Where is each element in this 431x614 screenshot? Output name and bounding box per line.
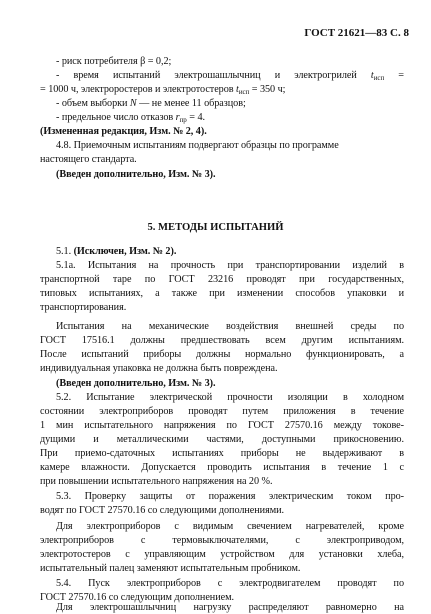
text-line-l9: (Введен дополнительно, Изм. № 3). bbox=[56, 169, 216, 180]
text-line-l28: водят по ГОСТ 27570.16 со следующими дополнениями. bbox=[40, 505, 284, 516]
text-line-l19: (Введен дополнительно, Изм. № 3). bbox=[56, 378, 216, 389]
text-line-l14: транспортирования. bbox=[40, 302, 127, 313]
text-line-l1: - риск потребителя β = 0,2; bbox=[56, 56, 172, 67]
page-header: ГОСТ 21621—83 С. 8 bbox=[304, 27, 409, 39]
text-line-l7: 4.8. Приемочным испытаниям подвергают образцы по программе bbox=[56, 140, 339, 151]
text-line-l33: 5.4. Пуск электроприборов с электродвигателем проводят по bbox=[56, 578, 404, 589]
text-line-l35: Для электрошашлычниц нагрузку распределяют равномерно на bbox=[56, 602, 404, 613]
text-line-l16: ГОСТ 17516.1 должны предшествовать всем другим испытаниям. bbox=[40, 335, 404, 346]
section-title: 5. МЕТОДЫ ИСПЫТАНИЙ bbox=[147, 222, 284, 233]
text-line-l18: индивидуальная упаковка не должна быть повреждена. bbox=[40, 363, 278, 374]
text-line-l4: - объем выборки N — не менее 11 образцов; bbox=[56, 98, 246, 109]
text-line-l2: - время испытаний электрошашлычниц и электрогрилей $t_{исп}$ = bbox=[56, 70, 404, 82]
text-line-l6: (Измененная редакция, Изм. № 2, 4). bbox=[40, 126, 207, 137]
text-line-l34: ГОСТ 27570.16 со следующим дополнением. bbox=[40, 592, 234, 603]
text-line-l11: 5.1а. Испытания на прочность при транспортировании изделий в bbox=[56, 260, 404, 271]
text-line-l22: 1 мин испытательного напряжения по ГОСТ 27570.16 между токове- bbox=[40, 420, 404, 431]
text-line-l26: при повышении испытательного напряжения на 20 %. bbox=[40, 476, 273, 487]
text-line-l8: настоящего стандарта. bbox=[40, 154, 137, 165]
text-line-l15: Испытания на механические воздействия внешней среды по bbox=[56, 321, 404, 332]
text-line-l29: Для электроприборов с видимым свечением нагревателей, кроме bbox=[56, 521, 404, 532]
text-line-l27: 5.3. Проверку защиты от поражения электрическим током про- bbox=[56, 491, 404, 502]
text-line-l12: транспортной таре по ГОСТ 23216 проводят при государственных, bbox=[40, 274, 404, 285]
text-line-l23: дущими и металлическими частями, доступными прикосновению. bbox=[40, 434, 404, 445]
text-line-l13: типовых испытаниях, а также при изменении способов упаковки и bbox=[40, 288, 404, 299]
text-line-l25: камере влажности. Допускается проводить испытания в течение 1 с bbox=[40, 462, 404, 473]
text-line-l20: 5.2. Испытание электрической прочности изоляции в холодном bbox=[56, 392, 404, 403]
text-line-l10: 5.1. (Исключен, Изм. № 2). bbox=[56, 246, 177, 257]
text-line-l21: состоянии электроприборов проводят путем приложения в течение bbox=[40, 406, 404, 417]
text-line-l5: - предельное число отказов $r_{пр} = 4$. bbox=[56, 112, 205, 124]
text-line-l17: После испытаний приборы должны нормально функционировать, а bbox=[40, 349, 404, 360]
text-line-l24: При приемо-сдаточных испытаниях приборы не выдерживают в bbox=[40, 448, 404, 459]
text-line-l3: = 1000 ч, электроростеров и электротостеров $t_{исп} = 350$ ч; bbox=[40, 84, 286, 96]
text-line-l30: электроприборов с термовыключателями, с электроприводом, bbox=[40, 535, 404, 546]
text-line-l32: испытательный палец заменяют испытательным пробником. bbox=[40, 563, 301, 574]
text-line-l31: электротостеров с управляющим устройством для установки хлеба, bbox=[40, 549, 404, 560]
